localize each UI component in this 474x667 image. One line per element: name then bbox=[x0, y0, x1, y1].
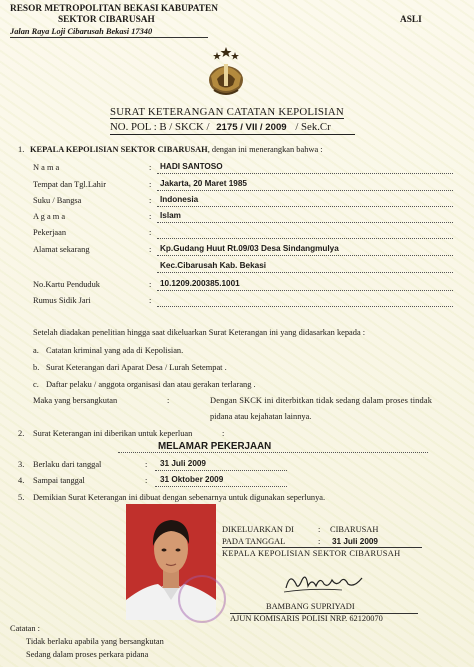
signature bbox=[282, 568, 372, 601]
conclusion-line-2: pidana atau kejahatan lainnya. bbox=[210, 412, 312, 421]
conclusion-line-1: Dengan SKCK ini diterbitkan tidak sedang dalam proses tindak bbox=[210, 396, 433, 405]
sidik-label: Rumus Sidik Jari bbox=[33, 296, 91, 305]
colon: : bbox=[149, 245, 152, 254]
stamp-seal-icon bbox=[178, 575, 226, 623]
suku-value: Indonesia bbox=[160, 195, 199, 204]
nama-label: N a m a bbox=[33, 163, 60, 172]
issued-place-value: CIBARUSAH bbox=[330, 525, 379, 534]
issued-date-label: PADA TANGGAL bbox=[222, 537, 286, 546]
research-item-c: Daftar pelaku / anggota organisasi dan atau gerakan terlarang . bbox=[46, 380, 256, 389]
valid-from-line bbox=[155, 470, 287, 471]
valid-until-label: Sampai tanggal bbox=[33, 476, 85, 485]
conclusion-label: Maka yang bersangkutan bbox=[33, 396, 118, 405]
ktp-value: 10.1209.200385.1001 bbox=[160, 279, 240, 288]
alamat-value-2: Kec.Cibarusah Kab. Bekasi bbox=[160, 261, 267, 270]
police-emblem-icon bbox=[205, 46, 247, 98]
colon: : bbox=[149, 163, 152, 172]
research-intro: Setelah diadakan penelitian hingga saat dikeluarkan Surat Keterangan ini yang didasarkan kepada : bbox=[33, 328, 366, 337]
section2-number: 2. bbox=[18, 429, 25, 438]
alamat-label: Alamat sekarang bbox=[33, 245, 90, 254]
signer-name: BAMBANG SUPRIYADI bbox=[266, 602, 355, 611]
section5-number: 5. bbox=[18, 493, 25, 502]
number-prefix: NO. POL : B / SKCK / bbox=[110, 121, 210, 133]
signer-rank: AJUN KOMISARIS POLISI NRP. 62120070 bbox=[230, 614, 383, 623]
section4-number: 4. bbox=[18, 476, 25, 485]
ttl-label: Tempat dan Tgl.Lahir bbox=[33, 180, 106, 189]
header-underline bbox=[10, 37, 208, 38]
section1-number: 1. bbox=[18, 145, 25, 154]
asli-label: ASLI bbox=[400, 15, 422, 25]
colon: : bbox=[222, 429, 225, 438]
issued-date-value: 31 Juli 2009 bbox=[332, 537, 378, 546]
issued-place-label: DIKELUARKAN DI bbox=[222, 525, 294, 534]
number-value: 2175 / VII / 2009 bbox=[216, 122, 287, 133]
nama-value: HADI SANTOSO bbox=[160, 162, 223, 171]
colon: : bbox=[149, 196, 152, 205]
section2-text: Surat Keterangan ini diberikan untuk keperluan bbox=[33, 429, 193, 438]
header-line-3: Jalan Raya Loji Cibarusah Bekasi 17340 bbox=[10, 27, 153, 36]
agama-label: A g a m a bbox=[33, 212, 66, 221]
suku-line bbox=[157, 206, 453, 207]
ttl-line bbox=[157, 190, 453, 191]
colon: : bbox=[318, 525, 321, 534]
colon: : bbox=[318, 537, 321, 546]
ktp-line bbox=[157, 290, 453, 291]
colon: : bbox=[149, 296, 152, 305]
alamat-line-2 bbox=[157, 272, 453, 273]
purpose-line bbox=[118, 452, 428, 453]
valid-from-value: 31 Juli 2009 bbox=[160, 459, 206, 468]
colon: : bbox=[149, 212, 152, 221]
header-line-2: SEKTOR CIBARUSAH bbox=[58, 15, 155, 25]
suku-label: Suku / Bangsa bbox=[33, 196, 82, 205]
colon: : bbox=[145, 476, 148, 485]
colon: : bbox=[149, 228, 152, 237]
title-underline bbox=[110, 134, 355, 135]
research-item-a: Catatan kriminal yang ada di Kepolisian. bbox=[46, 346, 184, 355]
research-item-b-key: b. bbox=[33, 363, 40, 372]
colon: : bbox=[149, 180, 152, 189]
colon: : bbox=[145, 460, 148, 469]
colon: : bbox=[167, 396, 170, 405]
valid-from-label: Berlaku dari tanggal bbox=[33, 460, 102, 469]
valid-until-line bbox=[155, 486, 287, 487]
purpose-value: MELAMAR PEKERJAAN bbox=[158, 441, 272, 452]
issuer-position: KEPALA KEPOLISIAN SEKTOR CIBARUSAH bbox=[222, 549, 401, 558]
research-item-a-key: a. bbox=[33, 346, 39, 355]
research-item-c-key: c. bbox=[33, 380, 39, 389]
section3-number: 3. bbox=[18, 460, 25, 469]
section1-intro bbox=[30, 145, 323, 154]
sidik-line bbox=[157, 306, 453, 307]
document-number bbox=[110, 121, 331, 133]
notes-line-2: Sedang dalam proses perkara pidana bbox=[26, 650, 149, 659]
valid-until-value: 31 Oktober 2009 bbox=[160, 475, 224, 484]
ttl-value: Jakarta, 20 Maret 1985 bbox=[160, 179, 247, 188]
notes-title: Catatan : bbox=[10, 624, 40, 633]
alamat-value-1: Kp.Gudang Huut Rt.09/03 Desa Sindangmulya bbox=[160, 244, 339, 253]
ktp-label: No.Kartu Penduduk bbox=[33, 280, 100, 289]
issued-underline bbox=[222, 547, 422, 548]
notes-line-1: Tidak berlaku apabila yang bersangkutan bbox=[26, 637, 164, 646]
number-suffix: / Sek.Cr bbox=[295, 121, 331, 133]
closing-statement: Demikian Surat Keterangan ini dibuat dengan sebenarnya untuk digunakan seperlunya. bbox=[33, 493, 326, 502]
agama-value: Islam bbox=[160, 211, 181, 220]
research-item-b: Surat Keterangan dari Aparat Desa / Lurah Setempat . bbox=[46, 363, 227, 372]
intro-rest: , dengan ini menerangkan bahwa : bbox=[207, 145, 323, 154]
officer-title: KEPALA KEPOLISIAN SEKTOR CIBARUSAH bbox=[30, 145, 208, 154]
alamat-line-1 bbox=[157, 255, 453, 256]
colon: : bbox=[149, 280, 152, 289]
agama-line bbox=[157, 222, 453, 223]
header-line-1: RESOR METROPOLITAN BEKASI KABUPATEN bbox=[10, 4, 218, 14]
pekerjaan-line bbox=[157, 238, 453, 239]
pekerjaan-label: Pekerjaan bbox=[33, 228, 67, 237]
document-title: SURAT KETERANGAN CATATAN KEPOLISIAN bbox=[110, 106, 344, 118]
nama-line bbox=[157, 173, 453, 174]
